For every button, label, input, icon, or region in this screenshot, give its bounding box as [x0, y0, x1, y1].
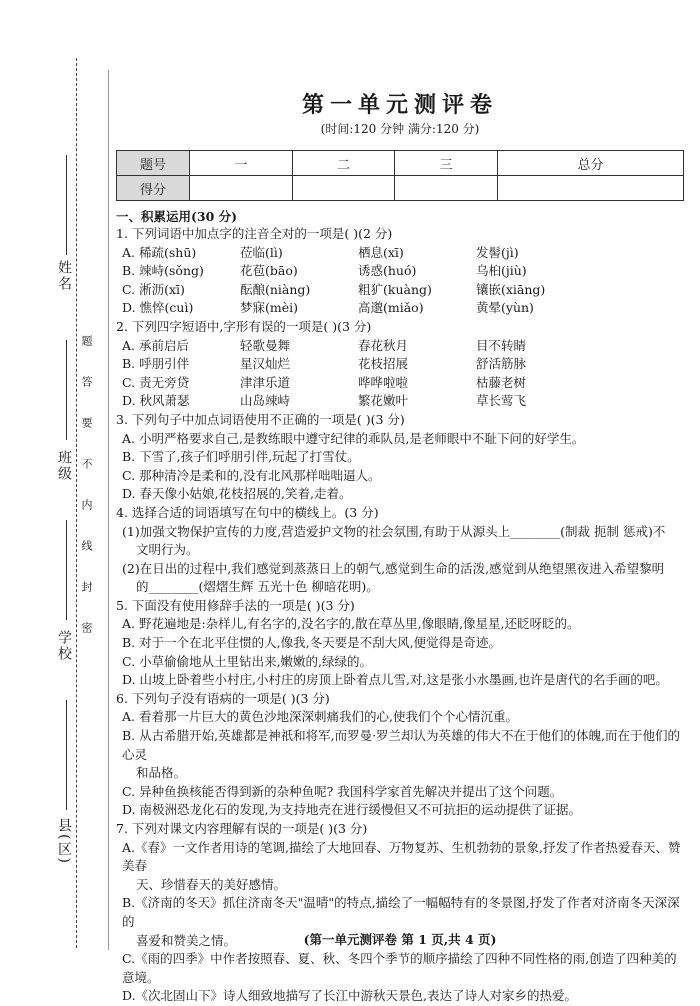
county-blank-line [66, 700, 67, 810]
option-item: 花苞(bāo) [240, 263, 298, 279]
school-blank-line [66, 520, 67, 620]
fold-warning-text: 题答要不内线封密 [80, 335, 93, 663]
question-7 [116, 820, 684, 1006]
option-item: 目不转睛 [476, 337, 527, 353]
option-item-cont: 和品格。 [136, 765, 187, 781]
option-item: 舒活筋脉 [476, 356, 527, 372]
option-item: A. 承前启后 [122, 337, 189, 353]
option-item: B. 呼朋引伴 [122, 356, 190, 372]
section-heading: 一、积累运用(30 分) [116, 209, 238, 224]
exam-paper [116, 88, 684, 1006]
fill-blank-item: (1)加强文物保护宣传的力度,营造爱护文物的社会氛围,有助于从源头上________(制裁 扼制 惩戒)不 [122, 523, 666, 539]
score-blank-cell[interactable] [292, 176, 395, 201]
question-2 [116, 318, 684, 411]
option-item: 栖息(xī) [358, 244, 404, 260]
question-options [116, 244, 684, 318]
question-stem: 2. 下列四字短语中,字形有误的一项是( )(3 分) [116, 318, 372, 334]
score-table-cell: 题号 [117, 151, 190, 176]
margin-divider [108, 70, 109, 950]
name-blank-line [66, 155, 67, 255]
score-table-cell: 一 [190, 151, 293, 176]
fill-blank-item-cont: 的________(熠熠生辉 五光十色 柳暗花明)。 [136, 579, 379, 595]
question-5 [116, 597, 684, 690]
option-item: A. 稀疏(shū) [122, 244, 197, 260]
option-item: B. 从古希腊开始,英雄都是神祇和将军,而罗曼·罗兰却认为英雄的伟大不在于他们的体魄,而在于他们的心灵 [122, 728, 681, 762]
score-blank-cell[interactable] [497, 176, 683, 201]
class-label: 班级 [56, 450, 72, 482]
question-1 [116, 225, 684, 318]
option-item: B. 竦峙(sǒng) [122, 263, 204, 279]
county-label: 县(区) [56, 818, 72, 865]
option-item-cont: 天、珍惜春天的美好感情。 [136, 876, 287, 892]
score-table [116, 150, 684, 201]
option-item: 黄晕(yùn) [476, 300, 534, 316]
option-item: D. 山坡上卧着些小村庄,小村庄的房顶上卧着点儿雪,对,这是张小水墨画,也许是唐代的名手画的吧。 [122, 672, 668, 688]
option-item: 春花秋月 [358, 337, 409, 353]
option-item: 花枝招展 [358, 356, 409, 372]
option-item: D.《次北固山下》诗人细致地描写了长江中游秋天景色,表达了诗人对家乡的热爱。 [122, 988, 578, 1004]
score-table-cell: 二 [292, 151, 395, 176]
question-stem: 6. 下列句子没有语病的一项是( )(3 分) [116, 690, 330, 706]
option-item: 星汉灿烂 [240, 356, 291, 372]
question-stem: 4. 选择合适的词语填写在句中的横线上。(3 分) [116, 504, 379, 520]
option-item: 山岛竦峙 [240, 393, 291, 409]
class-blank-line [66, 340, 67, 440]
option-item: 诱惑(huó) [358, 263, 417, 279]
option-item: 枯藤老树 [476, 374, 527, 390]
option-item-cont: 喜爱和赞美之情。 [136, 932, 237, 948]
option-item: 繁花嫩叶 [358, 393, 409, 409]
option-item: A. 野花遍地是:杂样儿,有名字的,没名字的,散在草丛里,像眼睛,像星星,还眨呀眨的。 [122, 616, 580, 632]
score-table-header-row [117, 151, 684, 176]
option-item: 莅临(lì) [240, 244, 283, 260]
score-table-cell: 总分 [497, 151, 683, 176]
question-4 [116, 504, 684, 597]
option-item: D. 憔悴(cuì) [122, 300, 194, 316]
question-options [116, 337, 684, 411]
score-table-cell: 三 [395, 151, 498, 176]
option-item: B. 下雪了,孩子们呼朋引伴,玩起了打雪仗。 [122, 449, 360, 465]
option-item: C.《雨的四季》中作者按照春、夏、秋、冬四个季节的顺序描绘了四种不同性格的雨,创造了四种美的意境。 [122, 951, 677, 985]
question-stem: 5. 下面没有使用修辞手法的一项是( )(3 分) [116, 597, 355, 613]
option-item: 发髻(jì) [476, 244, 519, 260]
question-stem: 3. 下列句子中加点词语使用不正确的一项是( )(3 分) [116, 411, 405, 427]
option-item: 高邈(miǎo) [358, 300, 424, 316]
option-item: B. 对于一个在北平住惯的人,像我,冬天要是不刮大风,便觉得是奇迹。 [122, 635, 502, 651]
option-item: B.《济南的冬天》抓住济南冬天"温晴"的特点,描绘了一幅幅特有的冬景图,抒发了作者对济南冬天深深的 [122, 895, 680, 929]
option-item: D. 春天像小姑娘,花枝招展的,笑着,走着。 [122, 486, 352, 502]
option-item: C. 小草偷偷地从土里钻出来,嫩嫩的,绿绿的。 [122, 653, 373, 669]
question-6 [116, 690, 684, 820]
option-item: 哗哗啦啦 [358, 374, 409, 390]
question-stem: 1. 下列词语中加点字的注音全对的一项是( )(2 分) [116, 226, 393, 241]
school-label: 学校 [56, 630, 72, 662]
score-table-score-row [117, 176, 684, 201]
score-blank-cell[interactable] [395, 176, 498, 201]
page-title: 第一单元测评卷 [301, 92, 498, 118]
page-footer: (第一单元测评卷 第 1 页,共 4 页) [303, 932, 497, 947]
option-item: 津津乐道 [240, 374, 291, 390]
question-3 [116, 411, 684, 504]
option-item: C. 异种鱼换核能否得到新的杂种鱼呢? 我国科学家首先解决并提出了这个问题。 [122, 783, 563, 799]
name-label: 姓名 [56, 260, 72, 292]
option-item: C. 那种清冷是柔和的,没有北风那样咄咄逼人。 [122, 467, 381, 483]
option-item: 梦寐(mèi) [240, 300, 299, 316]
option-item: D. 秋风萧瑟 [122, 393, 190, 409]
option-item: 草长莺飞 [476, 393, 527, 409]
option-item: 轻歌曼舞 [240, 337, 291, 353]
question-stem: 7. 下列对课文内容理解有误的一项是( )(3 分) [116, 821, 368, 836]
option-item: 粗犷(kuàng) [358, 281, 432, 297]
score-table-cell: 得分 [117, 176, 190, 201]
option-item: D. 南极洲恐龙化石的发现,为支持地壳在进行缓慢但又不可抗拒的运动提供了证据。 [122, 802, 581, 818]
option-item: A. 小明严格要求自己,是教练眼中遵守纪律的乖队员,是老师眼中不耻下问的好学生。 [122, 430, 585, 446]
option-item: A.《春》一文作者用诗的笔调,描绘了大地回春、万物复苏、生机勃勃的景象,抒发了作者热爱春天、赞美春 [122, 839, 681, 874]
binding-margin [0, 0, 108, 996]
fill-blank-item-cont: 文明行为。 [136, 542, 199, 558]
seal-dashed-line [76, 58, 77, 948]
option-item: A. 看着那一片巨大的黄色沙地深深刺痛我们的心,使我们个个心情沉重。 [122, 709, 518, 725]
fill-blank-item: (2)在日出的过程中,我们感觉到蒸蒸日上的朝气,感觉到生命的活泼,感觉到从绝望黑夜进入希望黎明 [122, 560, 665, 576]
score-blank-cell[interactable] [190, 176, 293, 201]
option-item: 酝酿(niàng) [240, 281, 311, 297]
option-item: 镶嵌(xiāng) [476, 281, 546, 297]
option-item: C. 淅沥(xī) [122, 281, 185, 297]
exam-time-score: (时间:120 分钟 满分:120 分) [320, 122, 480, 136]
option-item: 乌桕(jiù) [476, 263, 527, 279]
option-item: C. 责无旁贷 [122, 374, 190, 390]
